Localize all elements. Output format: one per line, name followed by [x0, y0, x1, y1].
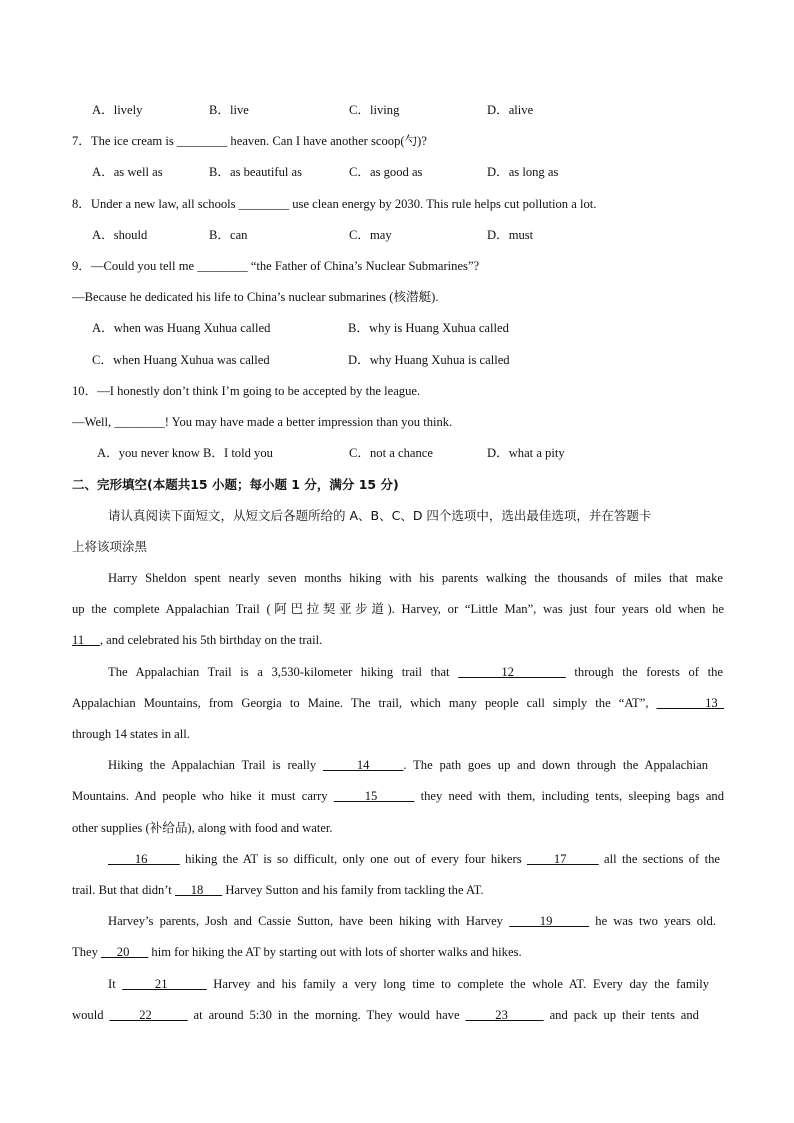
passage-p4-line1: 16 hiking the AT is so difficult, only one out of every four hikers 17 all the sections of the — [108, 852, 720, 866]
q9-option-c: C．when Huang Xuhua was called — [92, 353, 270, 367]
passage-p6-line1: It 21 Harvey and his family a very long time to complete the whole AT. Every day the family — [108, 977, 709, 991]
q7-options — [92, 164, 744, 180]
q10-options — [97, 445, 749, 461]
q8-option-b: B．can — [209, 228, 248, 242]
q9-blank: ________ — [197, 259, 248, 273]
passage-p3-line1: Hiking the Appalachian Trail is really 14 . The path goes up and down through the Appalachian — [108, 758, 709, 772]
q8-options — [92, 227, 744, 243]
passage-p2-line2: Appalachian Mountains, from Georgia to Maine. The trail, which many people call simply the “AT”, 13 — [72, 696, 725, 710]
passage-p5-line2: They 20 him for hiking the AT by starting out with lots of shorter walks and hikes. — [72, 945, 522, 959]
q7-option-c: C．as good as — [349, 165, 423, 179]
q6-option-d: D．alive — [487, 103, 534, 117]
q10-option-a-b: A．you never know B．I told you — [97, 446, 273, 460]
q6-options — [92, 102, 744, 118]
q10-blank: ________ — [114, 415, 165, 429]
blank-13: 13 — [656, 696, 725, 710]
q10-option-c: C．not a chance — [349, 446, 433, 460]
q8-option-a: A．should — [92, 228, 148, 242]
blank-17: 17 — [526, 852, 599, 866]
blank-15: 15 — [333, 789, 415, 803]
q9-answer-line: —Because he dedicated his life to China’s nuclear submarines (核潜艇). — [72, 290, 439, 304]
q10-option-d: D．what a pity — [487, 446, 565, 460]
blank-18: 18 — [174, 883, 223, 897]
q7-stem: 7．The ice cream is ________ heaven. Can I have another scoop(勺)? — [72, 134, 427, 148]
q7-option-a: A．as well as — [92, 165, 163, 179]
passage-p1-line2: up the complete Appalachian Trail (阿巴拉契亚步道). Harvey, or “Little Man”, was just four years old when he — [72, 602, 724, 616]
blank-19: 19 — [509, 914, 590, 928]
q8-option-c: C．may — [349, 228, 392, 242]
section-2-instruction-1: 请认真阅读下面短文，从短文后各题所给的 A、B、C、D 四个选项中，选出最佳选项，并在答题卡 — [108, 508, 652, 523]
passage-p2-line1: The Appalachian Trail is a 3,530-kilometer hiking trail that 12 through the forests of the — [108, 665, 723, 679]
section-2-title: 二、完形填空(本题共15 小题；每小题 1 分，满分 15 分) — [72, 477, 399, 492]
passage-p1-line3: 11 , and celebrated his 5th birthday on the trail. — [72, 633, 323, 647]
section-2-instruction-2: 上将该项涂黑 — [72, 539, 148, 554]
q9-option-b: B．why is Huang Xuhua called — [348, 321, 509, 335]
blank-16: 16 — [108, 852, 180, 866]
q7-blank: ________ — [176, 134, 228, 148]
passage-p3-line2: Mountains. And people who hike it must carry 15 they need with them, including tents, sleeping bags and — [72, 789, 724, 803]
passage-p1-line1: Harry Sheldon spent nearly seven months hiking with his parents walking the thousands of miles that make — [108, 571, 723, 585]
passage-p6-line2: would 22 at around 5:30 in the morning. They would have 23 and pack up their tents and — [72, 1008, 699, 1022]
passage-p4-line2: trail. But that didn’t 18 Harvey Sutton and his family from tackling the AT. — [72, 883, 484, 897]
blank-14: 14 — [322, 758, 404, 772]
q9-stem: 9．—Could you tell me ________ “the Father of China’s Nuclear Submarines”? — [72, 259, 480, 273]
q6-option-c: C．living — [349, 103, 400, 117]
q10-stem: 10．—I honestly don’t think I’m going to be accepted by the league. — [72, 384, 421, 398]
blank-12: 12 — [458, 665, 566, 679]
q10-reply: —Well, ________! You may have made a better impression than you think. — [72, 415, 453, 429]
q9-option-a: A．when was Huang Xuhua called — [92, 321, 271, 335]
passage-p2-line3: through 14 states in all. — [72, 727, 190, 741]
blank-20: 20 — [101, 945, 149, 959]
q7-option-b: B．as beautiful as — [209, 165, 303, 179]
blank-21: 21 — [122, 977, 207, 991]
q7-option-d: D．as long as — [487, 165, 559, 179]
q8-blank: ________ — [238, 197, 290, 211]
q9-options-row2 — [92, 352, 744, 368]
q6-option-b: B．live — [209, 103, 249, 117]
q8-option-d: D．must — [487, 228, 534, 242]
passage-p3-line3: other supplies (补给品), along with food and water. — [72, 821, 333, 835]
q9-option-d: D．why Huang Xuhua is called — [348, 353, 510, 367]
q8-stem: 8．Under a new law, all schools ________ use clean energy by 2030. This rule helps cut pollution a lot. — [72, 197, 597, 211]
blank-22: 22 — [109, 1008, 188, 1022]
q6-option-a: A．lively — [92, 103, 143, 117]
passage-p5-line1: Harvey’s parents, Josh and Cassie Sutton, have been hiking with Harvey 19 he was two years old. — [108, 914, 716, 928]
blank-11: 11 — [72, 633, 100, 647]
q9-options-row1 — [92, 320, 744, 336]
blank-23: 23 — [465, 1008, 544, 1022]
